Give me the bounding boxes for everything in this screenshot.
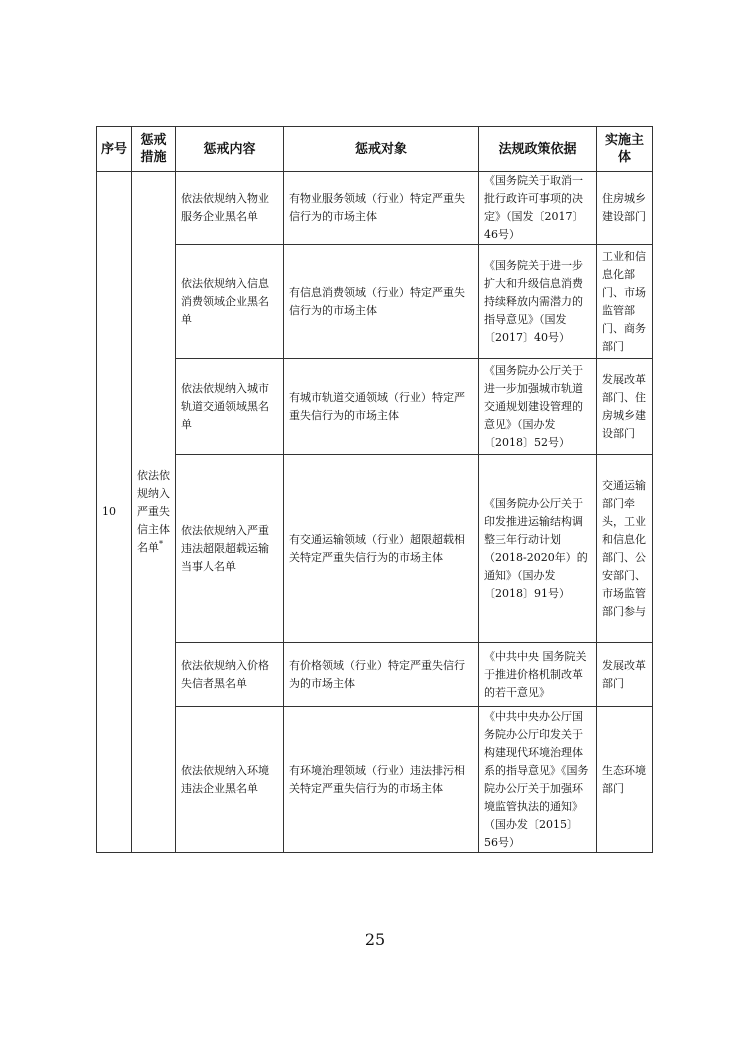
table-row xyxy=(97,359,653,455)
basis-cell: 《中共中央办公厅国务院办公厅印发关于构建现代环境治理体系的指导意见》《国务院办公厅关于加强环境监管执法的通知》（国办发〔2015〕56号） xyxy=(479,707,597,853)
agency-cell: 发展改革部门 xyxy=(597,643,653,707)
table-row xyxy=(97,172,653,245)
basis-cell: 《国务院办公厅关于印发推进运输结构调整三年行动计划（2018-2020年）的通知》（国办发〔2018〕91号） xyxy=(479,455,597,643)
basis-cell: 《国务院关于取消一批行政许可事项的决定》（国发〔2017〕46号） xyxy=(479,172,597,245)
target-cell: 有交通运输领域（行业）超限超载相关特定严重失信行为的市场主体 xyxy=(284,455,479,643)
content-cell: 依法依规纳入城市轨道交通领域黑名单 xyxy=(176,359,284,455)
content-cell: 依法依规纳入环境违法企业黑名单 xyxy=(176,707,284,853)
table-row xyxy=(97,643,653,707)
content-cell: 依法依规纳入物业服务企业黑名单 xyxy=(176,172,284,245)
measure-text: 依法依规纳入严重失信主体名单 xyxy=(137,469,170,554)
punishment-table xyxy=(96,126,653,853)
target-cell: 有信息消费领域（行业）特定严重失信行为的市场主体 xyxy=(284,245,479,359)
measure-cell xyxy=(132,172,176,853)
table-row xyxy=(97,707,653,853)
agency-cell: 生态环境部门 xyxy=(597,707,653,853)
header-serial: 序号 xyxy=(97,127,132,172)
target-cell: 有物业服务领域（行业）特定严重失信行为的市场主体 xyxy=(284,172,479,245)
header-measure: 惩戒措施 xyxy=(132,127,176,172)
header-basis: 法规政策依据 xyxy=(479,127,597,172)
measure-footnote-mark: * xyxy=(159,539,163,549)
basis-cell: 《国务院关于进一步扩大和升级信息消费持续释放内需潜力的指导意见》（国发〔2017〕40号） xyxy=(479,245,597,359)
table-row xyxy=(97,455,653,643)
agency-cell: 工业和信息化部门、市场监管部门、商务部门 xyxy=(597,245,653,359)
header-target: 惩戒对象 xyxy=(284,127,479,172)
target-cell: 有城市轨道交通领域（行业）特定严重失信行为的市场主体 xyxy=(284,359,479,455)
basis-cell: 《国务院办公厅关于进一步加强城市轨道交通规划建设管理的意见》（国办发〔2018〕52号） xyxy=(479,359,597,455)
page-number: 25 xyxy=(364,930,386,949)
target-cell: 有环境治理领域（行业）违法排污相关特定严重失信行为的市场主体 xyxy=(284,707,479,853)
content-cell: 依法依规纳入信息消费领域企业黑名单 xyxy=(176,245,284,359)
basis-cell: 《中共中央 国务院关于推进价格机制改革的若干意见》 xyxy=(479,643,597,707)
serial-cell xyxy=(97,172,132,853)
content-cell: 依法依规纳入严重违法超限超载运输当事人名单 xyxy=(176,455,284,643)
target-cell: 有价格领域（行业）特定严重失信行为的市场主体 xyxy=(284,643,479,707)
header-agency: 实施主体 xyxy=(597,127,653,172)
table-row xyxy=(97,245,653,359)
agency-cell: 发展改革部门、住房城乡建设部门 xyxy=(597,359,653,455)
table-header-row xyxy=(97,127,653,172)
serial-number: 10 xyxy=(102,505,116,518)
content-cell: 依法依规纳入价格失信者黑名单 xyxy=(176,643,284,707)
header-content: 惩戒内容 xyxy=(176,127,284,172)
agency-cell: 交通运输部门牵头，工业和信息化部门、公安部门、市场监管部门参与 xyxy=(597,455,653,643)
agency-cell: 住房城乡建设部门 xyxy=(597,172,653,245)
